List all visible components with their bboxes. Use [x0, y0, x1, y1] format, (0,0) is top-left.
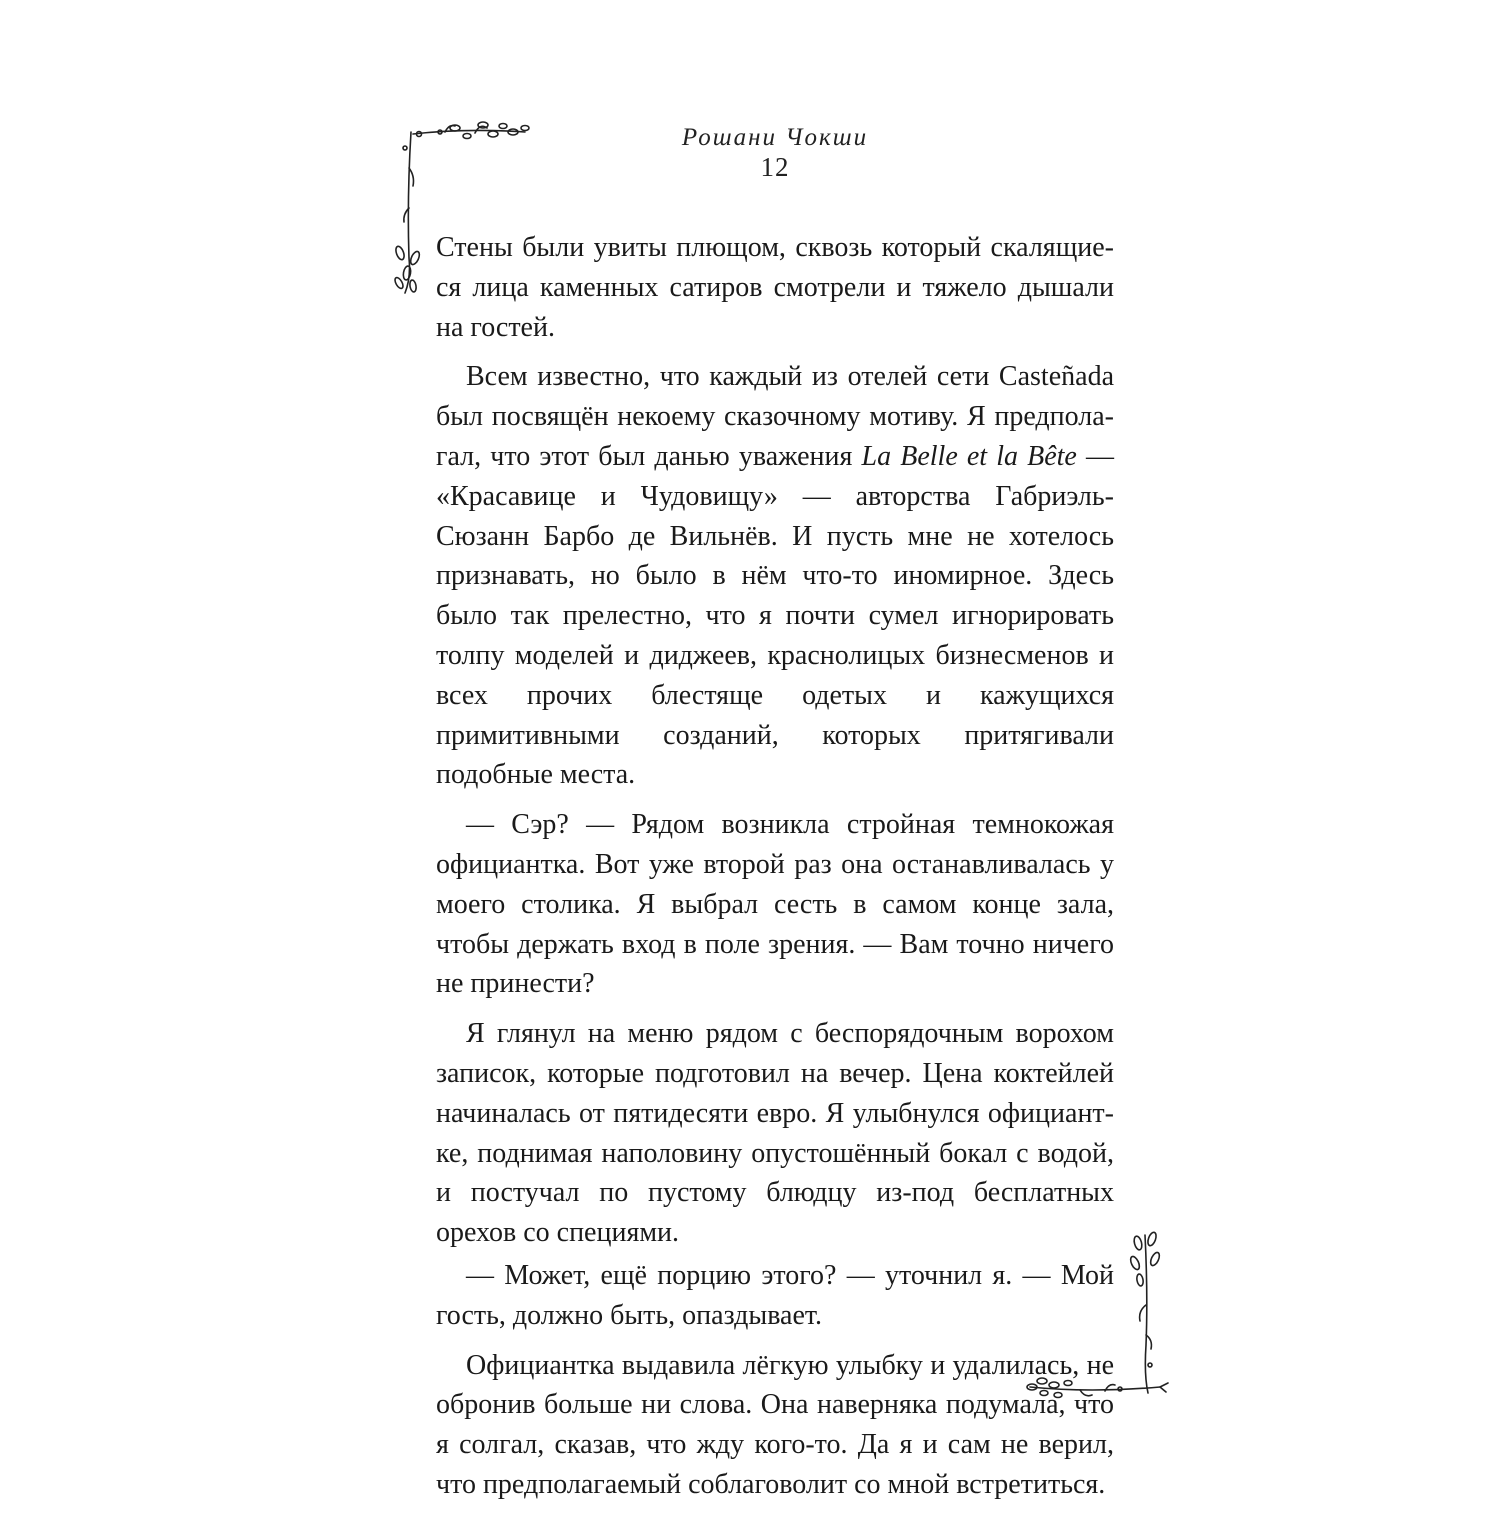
paragraph: Официантка выдавила лёгкую улыбку и удалилась, не обронив больше ни слова. Она наверняка подумала, что я солгал, сказав, что жду кого-то. Да я и сам не верил, что предполагаемый соблаговолит со мной встретиться.: [436, 1349, 1114, 1500]
paragraph: Стены были увиты плющом, сквозь который скалящиеся лица каменных сатиров смотрели и тяжело дышали на гостей.: [436, 232, 1114, 343]
paragraph: Всем известно, что каждый из отелей сети Casteñada был посвящён некоему сказочному мотиву. Я предполагал, что этот был данью уважения La Belle et la Bête — «Красавице и Чудовищу» — авторства Габриэль-Сюзанн Барбо де Вильнёв. И пусть мне не хотелось признавать, но было в нём что-то иномирное. Здесь было так прелестно, что я почти сумел игнорировать толпу моделей и диджеев, краснолицых бизнесменов и всех прочих блестяще одетых и кажущихся примитивными созданий, которых притягивали подобные места.: [436, 361, 1115, 791]
italic-title: La Belle et la Bête: [861, 440, 1077, 472]
paragraph: — Может, ещё порцию этого? — уточнил я. — Мой гость, должно быть, опаздывает.: [436, 1259, 1114, 1331]
lavender-sprig-icon: [1010, 1225, 1170, 1415]
paragraph: — Сэр? — Рядом возникла стройная темнокожая официантка. Вот уже второй раз она останавливалась у моего столика. Я выбрал сесть в самом конце зала, чтобы держать вход в поле зрения. — Вам точно ничего не принести?: [436, 809, 1114, 1000]
paragraph: Я глянул на меню рядом с беспорядочным ворохом записок, которые подготовил на вечер. Цена коктейлей начиналась от пятидесяти евро. Я улыбнулся официантке, поднимая наполовину опустошённый бокал с водой, и постучал по пустому блюдцу из-под бесплатных орехов со специями.: [436, 1018, 1114, 1249]
page-number: 12: [760, 152, 790, 182]
running-head-author: Рошани Чокши: [681, 124, 869, 151]
